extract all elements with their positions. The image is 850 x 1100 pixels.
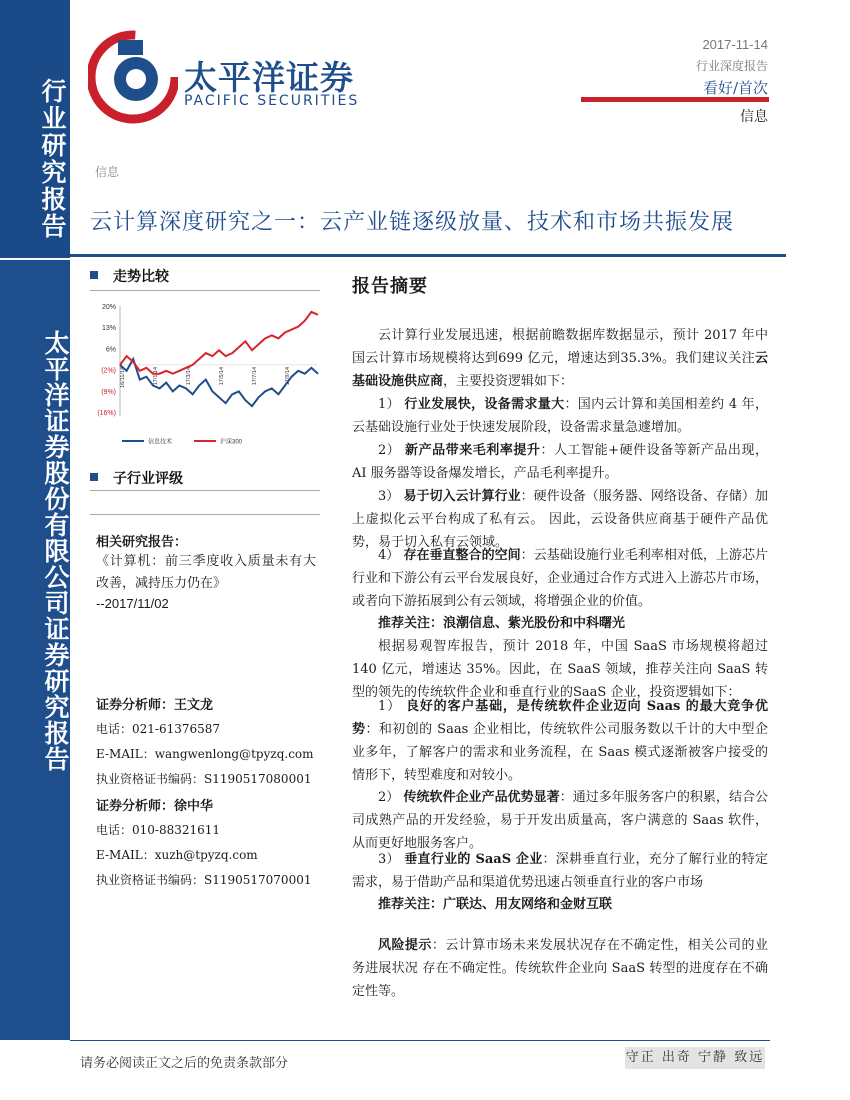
summary-point-2: 2） 新产品带来毛利率提升：人工智能+硬件设备等新产品出现， AI 服务器等设备爆发增长，产品毛利率提升。 [352, 443, 768, 481]
saas-point-3: 3） 垂直行业的 SaaS 企业：深耕垂直行业，充分了解行业的特定需求，易于借助产品和渠道优势迅速占领垂直行业的客户市场 [352, 852, 768, 890]
analyst-name: 证券分析师：王文龙 [96, 698, 214, 713]
summary-point-3: 3） 易于切入云计算行业：硬件设备（服务器、网络设备、存储）加上虚拟化云平台构成了私有云。 因此，云设备供应商基于硬件产品优势，易于切入私有云领域。 [352, 489, 768, 550]
summary-point-4: 4） 存在垂直整合的空间：云基础设施行业毛利率相对低，上游芯片行业和下游公有云平台发展良好，企业通过合作方式进入上游芯片市场，或者向下游拓展到公有云领域，将增强企业的价值。 [352, 548, 769, 609]
analyst-email[interactable]: E-MAIL：xuzh@tpyzq.com [96, 848, 258, 862]
footer-divider [70, 1040, 770, 1041]
analyst-name: 证券分析师：徐中华 [96, 799, 214, 814]
brand-name-cn: 太平洋证券 [184, 58, 354, 97]
bullet-square-icon [90, 473, 98, 481]
trend-chart [90, 298, 320, 458]
summary-point-1: 1） 行业发展快，设备需求量大：国内云计算和美国相差约 4 年，云基础设施行业处于快速发展阶段，设备需求量急遽增加。 [352, 397, 768, 435]
x-tick-label: 17/1/14 [153, 366, 159, 386]
trend-chart-svg [90, 298, 320, 458]
saas-point-1: 1） 良好的客户基础，是传统软件企业迈向 Saas 的最大竞争优势：和初创的 Saas 企业相比，传统软件公司服务数以千计的大中型企业多年，了解客户的需求和业务流程，在 Saas 模式逐渐被客户接受的情形下，转型难度和对较小。 [352, 699, 768, 783]
x-tick-label: 16/11/14 [120, 366, 126, 388]
bullet-square-icon [90, 271, 98, 279]
footer-disclaimer[interactable]: 请务必阅读正文之后的免责条款部分 [80, 1056, 289, 1071]
summary-title: 报告摘要 [352, 276, 428, 297]
y-tick-label: 20% [101, 304, 116, 311]
sector-tag: 信息 [95, 165, 120, 179]
saas-point-2: 2） 传统软件企业产品优势显著：通过多年服务客户的积累，结合公司成熟产品的开发经验，易于开发出质量高，客户满意的 Saas 软件，从而更好地服务客户。 [352, 790, 768, 851]
sidebar [0, 0, 70, 1040]
divider [90, 290, 320, 291]
y-tick-label: 6% [105, 346, 116, 354]
x-tick-label: 17/3/14 [186, 366, 192, 386]
x-tick-label: 17/9/14 [285, 366, 291, 386]
summary-intro: 云计算行业发展迅速，根据前瞻数据库数据显示，预计 2017 年中国云计算市场规模将达到699 亿元，增速达到35.3%。我们建议关注云基础设施供应商，主要投资逻辑如下： [352, 328, 768, 389]
title-divider [70, 254, 786, 257]
company-vertical-label: 太平洋证券股份有限公司证券研究报告 [41, 330, 70, 772]
analyst-phone: 电话：010-88321611 [96, 823, 221, 837]
divider [90, 514, 320, 515]
analyst-phone: 电话：021-61376587 [96, 722, 221, 736]
trend-title-text: 走势比较 [113, 269, 169, 285]
risk-warning: 风险提示：云计算市场未来发展状况存在不确定性，相关公司的业务进展状况 存在不确定性。传统软件企业向 SaaS 转型的进度存在不确定性等。 [352, 938, 768, 999]
header-accent-bar [581, 97, 769, 102]
recommendation-1: 推荐关注：浪潮信息、紫光股份和中科曙光 [378, 616, 626, 631]
y-tick-label: 13% [101, 325, 116, 333]
sector-label: 信息 [740, 109, 768, 125]
y-tick-label: (16%) [97, 410, 116, 417]
sub-rating-title-text: 子行业评级 [113, 471, 183, 487]
y-tick-label: (2%) [101, 367, 116, 375]
x-tick-label: 17/7/14 [252, 366, 258, 386]
series-line [120, 312, 318, 374]
x-tick-label: 17/5/14 [219, 366, 225, 386]
legend-label: 沪深300 [220, 439, 243, 446]
analyst-cert: 执业资格证书编码：S1190517080001 [96, 772, 312, 786]
recommendation-2: 推荐关注：广联达、用友网络和金财互联 [378, 897, 613, 912]
related-reports-title: 相关研究报告： [96, 535, 188, 550]
report-type: 行业深度报告 [695, 59, 768, 73]
related-report-date: --2017/11/02 [96, 596, 169, 611]
analyst-cert: 执业资格证书编码：S1190517070001 [96, 873, 312, 887]
report-title: 云计算深度研究之一：云产业链逐级放量、技术和市场共振发展 [90, 210, 735, 235]
summary-saas-intro: 根据易观智库报告，预计 2018 年，中国 SaaS 市场规模将超过 140 亿元，增速达 35%。因此，在 SaaS 领域，推荐关注向 SaaS 转型的领先的传统软件企业和垂直行业的SaaS 企业，投资逻辑如下： [352, 639, 768, 700]
related-report-item[interactable]: 《计算机：前三季度收入质量未有大改善，减持压力仍在》 [96, 554, 316, 591]
footer-motto: 守正 出奇 宁静 致远 [625, 1047, 765, 1069]
brand-name-en: PACIFIC SECURITIES [184, 93, 360, 109]
y-tick-label: (9%) [101, 388, 116, 396]
analyst-email[interactable]: E-MAIL：wangwenlong@tpyzq.com [96, 747, 314, 761]
pacific-logo-icon [88, 15, 178, 140]
report-date: 2017-11-14 [702, 37, 768, 52]
sub-rating-section-title [90, 468, 183, 488]
rating-label: 看好/首次 [702, 79, 768, 97]
report-category-label: 行业研究报告 [38, 78, 67, 240]
legend-label: 信息技术 [148, 439, 173, 446]
divider [90, 490, 320, 491]
trend-section-title [90, 266, 169, 286]
